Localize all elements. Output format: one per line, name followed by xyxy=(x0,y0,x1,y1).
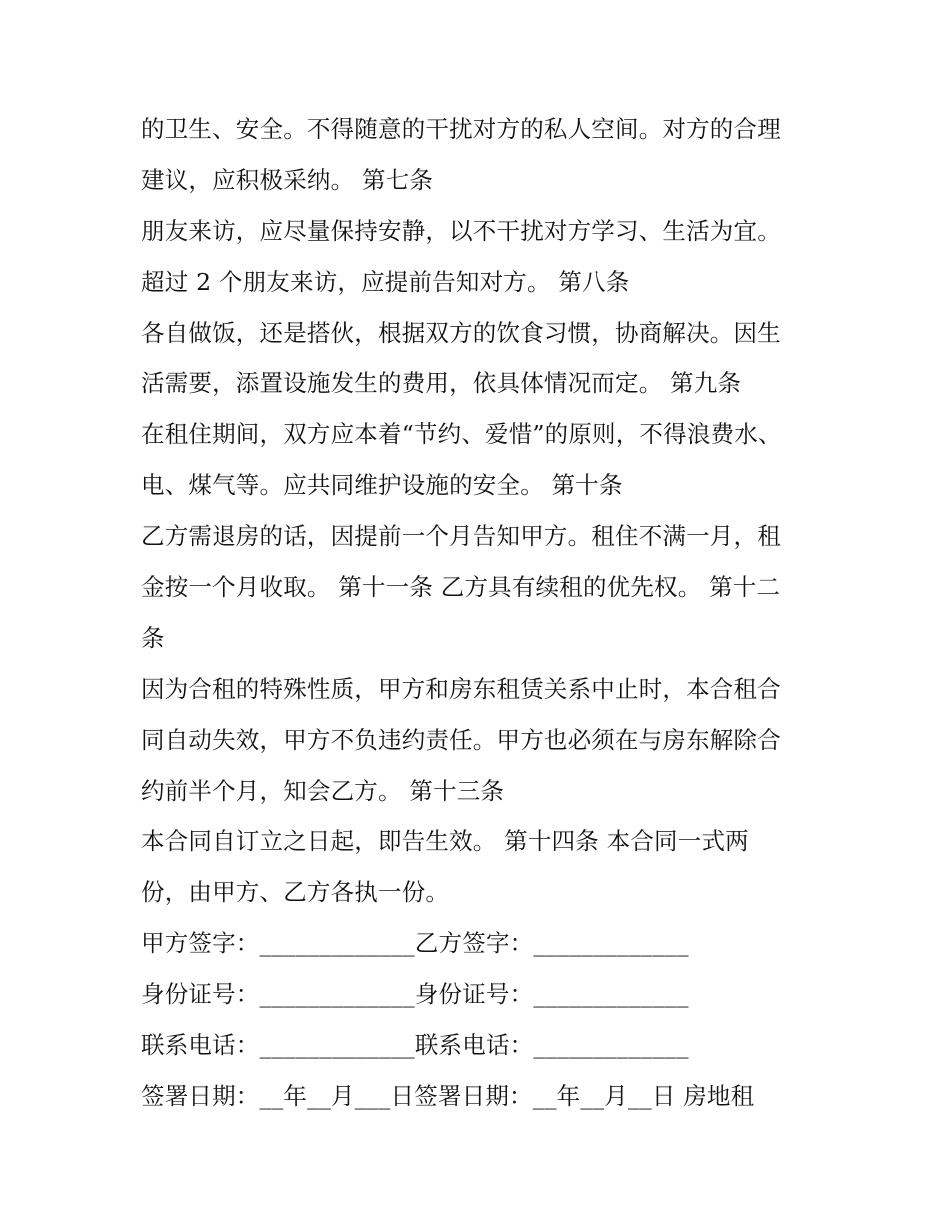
text-line: 的卫生、安全。不得随意的干扰对方的私人空间。对方的合理 xyxy=(141,115,781,143)
text-line: 建议，应积极采纳。 第七条 xyxy=(141,165,434,194)
text-line: 在租住期间，双方应本着“节约、爱惜”的原则，不得浪费水、 xyxy=(141,420,782,449)
text-line: 各自做饭，还是搭伙，根据双方的饮食习惯，协商解决。因生 xyxy=(141,318,781,347)
signature-line-party-a-b: 甲方签字：_____________乙方签字：_____________ xyxy=(141,929,689,958)
text-line: 因为合租的特殊性质，甲方和房东租赁关系中止时，本合租合 xyxy=(141,674,781,703)
text-line: 份，由甲方、乙方各执一份。 xyxy=(141,878,450,907)
text-line: 电、煤气等。应共同维护设施的安全。 第十条 xyxy=(141,471,623,500)
text-line: 本合同自订立之日起，即告生效。 第十四条 本合同一式两 xyxy=(141,827,749,856)
text-line: 金按一个月收取。 第十一条 乙方具有续租的优先权。 第十二 xyxy=(141,573,781,602)
text-line: 同自动失效，甲方不负违约责任。甲方也必须在与房东解除合 xyxy=(141,725,781,754)
text-line: 朋友来访，应尽量保持安静，以不干扰对方学习、生活为宜。 xyxy=(141,216,781,245)
phone-line: 联系电话：_____________联系电话：_____________ xyxy=(141,1031,689,1060)
id-number-line: 身份证号：_____________身份证号：_____________ xyxy=(141,980,689,1009)
text-line: 乙方需退房的话，因提前一个月告知甲方。租住不满一月，租 xyxy=(141,522,781,551)
document-body xyxy=(141,104,841,1122)
text-line: 活需要，添置设施发生的费用，依具体情况而定。 第九条 xyxy=(141,369,742,398)
text-line: 约前半个月，知会乙方。 第十三条 xyxy=(141,776,505,805)
text-line: 条 xyxy=(141,623,165,652)
text-line: 超过 2 个朋友来访，应提前告知对方。 第八条 xyxy=(141,267,630,296)
sign-date-line: 签署日期：__年__月___日签署日期：__年__月__日 房地租 xyxy=(141,1081,755,1110)
